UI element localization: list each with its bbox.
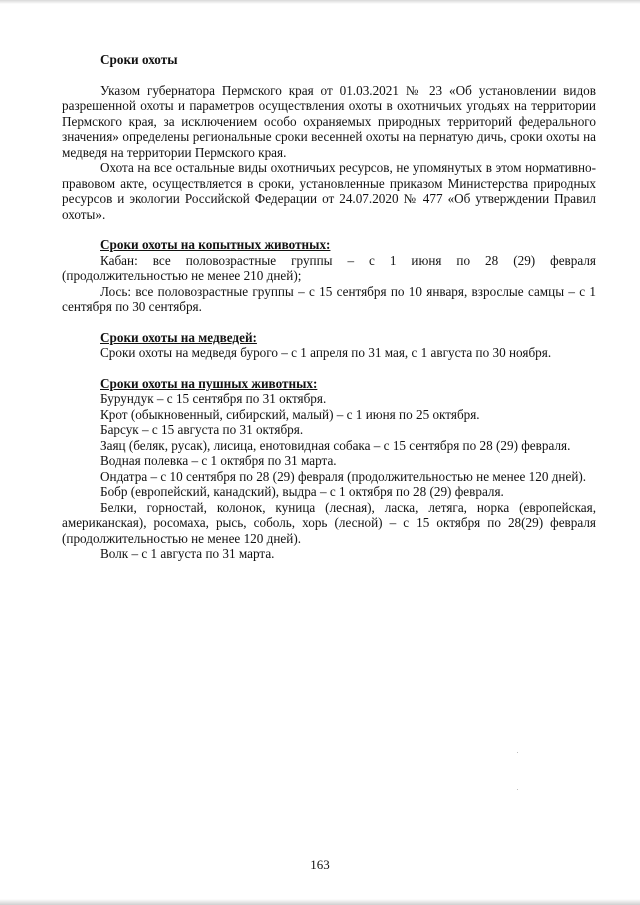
section-line: Сроки охоты на медведя бурого – с 1 апреля по 31 мая, с 1 августа по 30 ноября. [100, 345, 552, 360]
section-line: Бурундук – с 15 сентября по 31 октября. [100, 391, 327, 406]
section-line: Водная полевка – с 1 октября по 31 марта. [100, 453, 337, 468]
section-line: Кабан: все половозрастные группы – с 1 июня по 28 (29) февраля (продолжительностью не менее 210 дней); [62, 252, 596, 283]
section-line: Барсук – с 15 августа по 31 октября. [100, 422, 304, 437]
section-line: Крот (обыкновенный, сибирский, малый) – с 1 июня по 25 октября. [100, 406, 480, 422]
page-number: 163 [310, 857, 330, 872]
section-title: Сроки охоты на медведей: [100, 329, 257, 345]
section-title: Сроки охоты на копытных животных: [100, 237, 331, 252]
section-line: Бобр (европейский, канадский), выдра – с 1 октября по 28 (29) февраля. [100, 484, 504, 499]
document-page [62, 52, 596, 562]
section-title: Сроки охоты на пушных животных: [100, 375, 318, 391]
scan-speck [517, 789, 518, 790]
scan-edge-bottom [0, 899, 640, 905]
section-line: Заяц (беляк, русак), лисица, енотовидная собака – с 15 сентября по 28 (29) февраля. [100, 437, 571, 453]
section-line: Лось: все половозрастные группы – с 15 сентября по 10 января, взрослые самцы – с 1 сентября по 30 сентября. [62, 283, 596, 314]
section-ungulates [62, 237, 596, 315]
section-line: Ондатра – с 10 сентября по 28 (29) февраля (продолжительностью не менее 120 дней). [100, 468, 587, 484]
intro-paragraph: Указом губернатора Пермского края от 01.03.2021 № 23 «Об установлении видов разрешенной охоты и параметров осуществления охоты в охотничьих угодьях на территории Пермского края, за исключением особо охраняемых природных территорий федерального значения» определены региональные сроки весенней охоты на пернатую дичь, сроки охоты на медведя на территории Пермского края. [62, 82, 596, 160]
section-fur-animals [62, 376, 596, 562]
section-bears [62, 330, 596, 361]
document-title: Сроки охоты [100, 52, 178, 67]
section-line: Белки, горностай, колонок, куница (лесная), ласка, летяга, норка (европейская, американская), росомаха, рысь, соболь, хорь (лесной) – с 15 октября по 28(29) февраля (продолжительностью не менее 120 дней). [62, 499, 596, 546]
scan-speck [517, 752, 518, 753]
section-line: Волк – с 1 августа по 31 марта. [100, 546, 275, 561]
scan-edge-top [0, 0, 640, 4]
intro-paragraph: Охота на все остальные виды охотничьих ресурсов, не упомянутых в этом нормативно-правовом акте, осуществляется в сроки, установленные приказом Министерства природных ресурсов и экологии Российской Федерации от 24.07.2020 № 477 «Об утверждении Правил охоты». [62, 160, 596, 222]
